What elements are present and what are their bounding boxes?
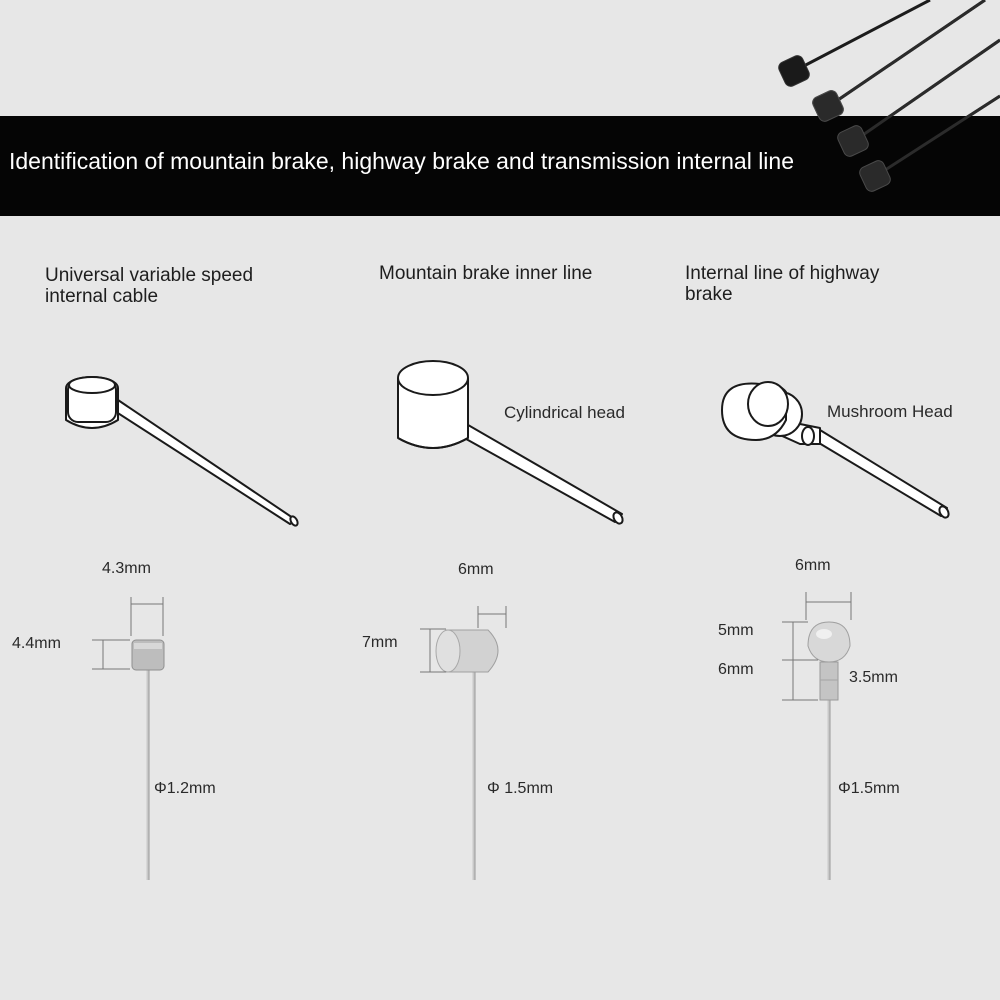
dim-width-mountain: 6mm xyxy=(458,561,494,578)
title-line: internal cable xyxy=(45,286,159,307)
title-line: brake xyxy=(685,284,733,305)
dim-neck-width-highway: 3.5mm xyxy=(849,669,898,686)
callout-cylindrical-head: Cylindrical head xyxy=(504,403,625,422)
dim-head-height-highway: 5mm xyxy=(718,622,754,639)
universal-cable-drawing xyxy=(66,377,299,527)
banner-title: Identification of mountain brake, highway brake and transmission internal line xyxy=(9,148,794,174)
dim-neck-height-highway: 6mm xyxy=(718,661,754,678)
dim-diameter-highway: Φ1.5mm xyxy=(838,780,900,797)
title-line: Internal line of highway xyxy=(685,263,880,284)
title-line: Mountain brake inner line xyxy=(379,263,593,284)
dim-width-highway: 6mm xyxy=(795,557,831,574)
dim-diameter-universal: Φ1.2mm xyxy=(154,780,216,797)
dim-diameter-mountain: Φ 1.5mm xyxy=(487,780,554,797)
callout-mushroom-head: Mushroom Head xyxy=(827,402,953,421)
title-line: Universal variable speed xyxy=(45,265,254,286)
dim-width-universal: 4.3mm xyxy=(102,560,151,577)
dim-height-universal: 4.4mm xyxy=(12,635,61,652)
dim-height-mountain: 7mm xyxy=(362,634,398,651)
mountain-cable-drawing xyxy=(398,361,624,525)
